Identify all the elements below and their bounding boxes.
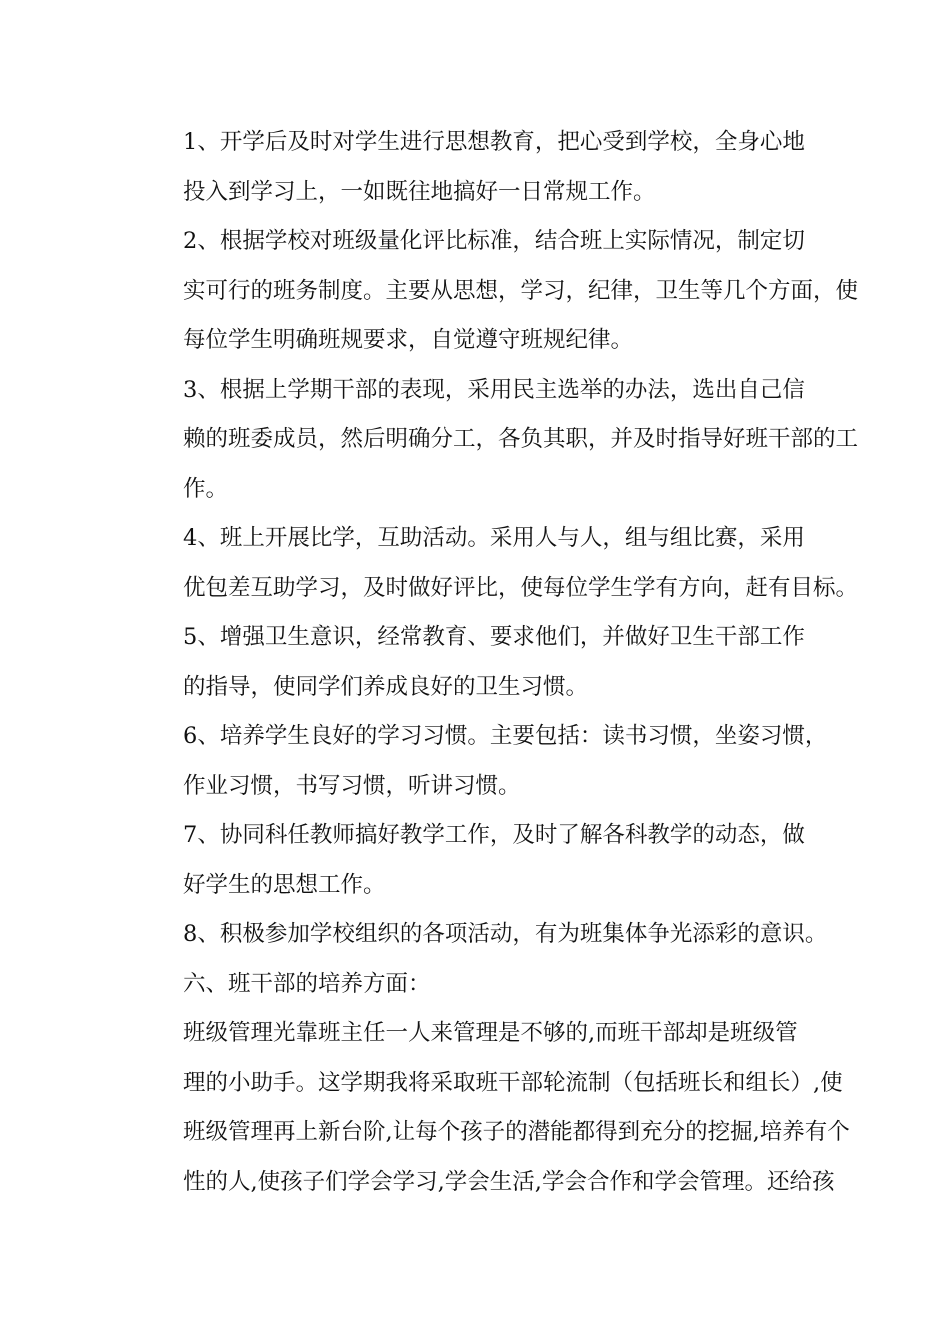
- paragraph-line: 1、开学后及时对学生进行思想教育，把心受到学校，全身心地: [183, 129, 805, 155]
- paragraph-item-5: [138, 613, 814, 712]
- document-body: [138, 118, 859, 1207]
- paragraph-line: 赖的班委成员，然后明确分工，各负其职，并及时指导好班干部的工: [183, 426, 859, 452]
- paragraph-line: 4、班上开展比学，互助活动。采用人与人，组与组比赛，采用: [183, 525, 805, 551]
- paragraph-line: 好学生的思想工作。: [183, 871, 386, 898]
- paragraph-line: 优包差互助学习，及时做好评比，使每位学生学有方向，赶有目标。: [183, 574, 859, 601]
- paragraph-line: 理的小助手。这学期我将采取班干部轮流制（包括班长和组长）,使: [183, 1069, 843, 1096]
- paragraph-line: 每位学生明确班规要求，自觉遵守班规纪律。: [183, 327, 634, 353]
- paragraph-item-7: [138, 811, 814, 910]
- paragraph-line: 班级管理再上新台阶,让每个孩子的潜能都得到充分的挖掘,培养有个: [183, 1119, 850, 1145]
- paragraph-body: [138, 1009, 850, 1207]
- paragraph-item-3: [138, 366, 859, 515]
- paragraph-line: 2、根据学校对班级量化评比标准，结合班上实际情况，制定切: [183, 228, 805, 254]
- paragraph-line: 实可行的班务制度。主要从思想，学习，纪律，卫生等几个方面，使: [183, 277, 859, 304]
- paragraph-line: 3、根据上学期干部的表现，采用民主选举的办法，选出自己信: [183, 376, 805, 403]
- paragraph-line: 的指导，使同学们养成良好的卫生习惯。: [183, 673, 589, 700]
- paragraph-line: 8、积极参加学校组织的各项活动，有为班集体争光添彩的意识。: [183, 921, 828, 947]
- paragraph-line: 6、培养学生良好的学习习惯。主要包括：读书习惯，坐姿习惯，: [183, 723, 828, 749]
- paragraph-item-1: [138, 118, 814, 217]
- paragraph-line: 性的人,使孩子们学会学习,学会生活,学会合作和学会管理。还给孩: [183, 1168, 835, 1195]
- paragraph-item-4: [138, 514, 859, 613]
- paragraph-item-2: [138, 217, 859, 366]
- paragraph-line: 7、协同科任教师搞好教学工作，及时了解各科教学的动态，做: [183, 822, 805, 848]
- paragraph-item-6: [138, 712, 828, 811]
- paragraph-line: 投入到学习上，一如既往地搞好一日常规工作。: [183, 178, 656, 205]
- paragraph-line: 5、增强卫生意识，经常教育、要求他们，并做好卫生干部工作: [183, 624, 805, 650]
- section-heading-text: 六、班干部的培养方面：: [183, 970, 431, 997]
- paragraph-line: 作业习惯，书写习惯，听讲习惯。: [183, 772, 521, 799]
- paragraph-line: 班级管理光靠班主任一人来管理是不够的,而班干部却是班级管: [183, 1020, 798, 1046]
- paragraph-item-8: [138, 910, 828, 960]
- section-heading: [138, 960, 814, 1010]
- paragraph-line: 作。: [183, 475, 229, 502]
